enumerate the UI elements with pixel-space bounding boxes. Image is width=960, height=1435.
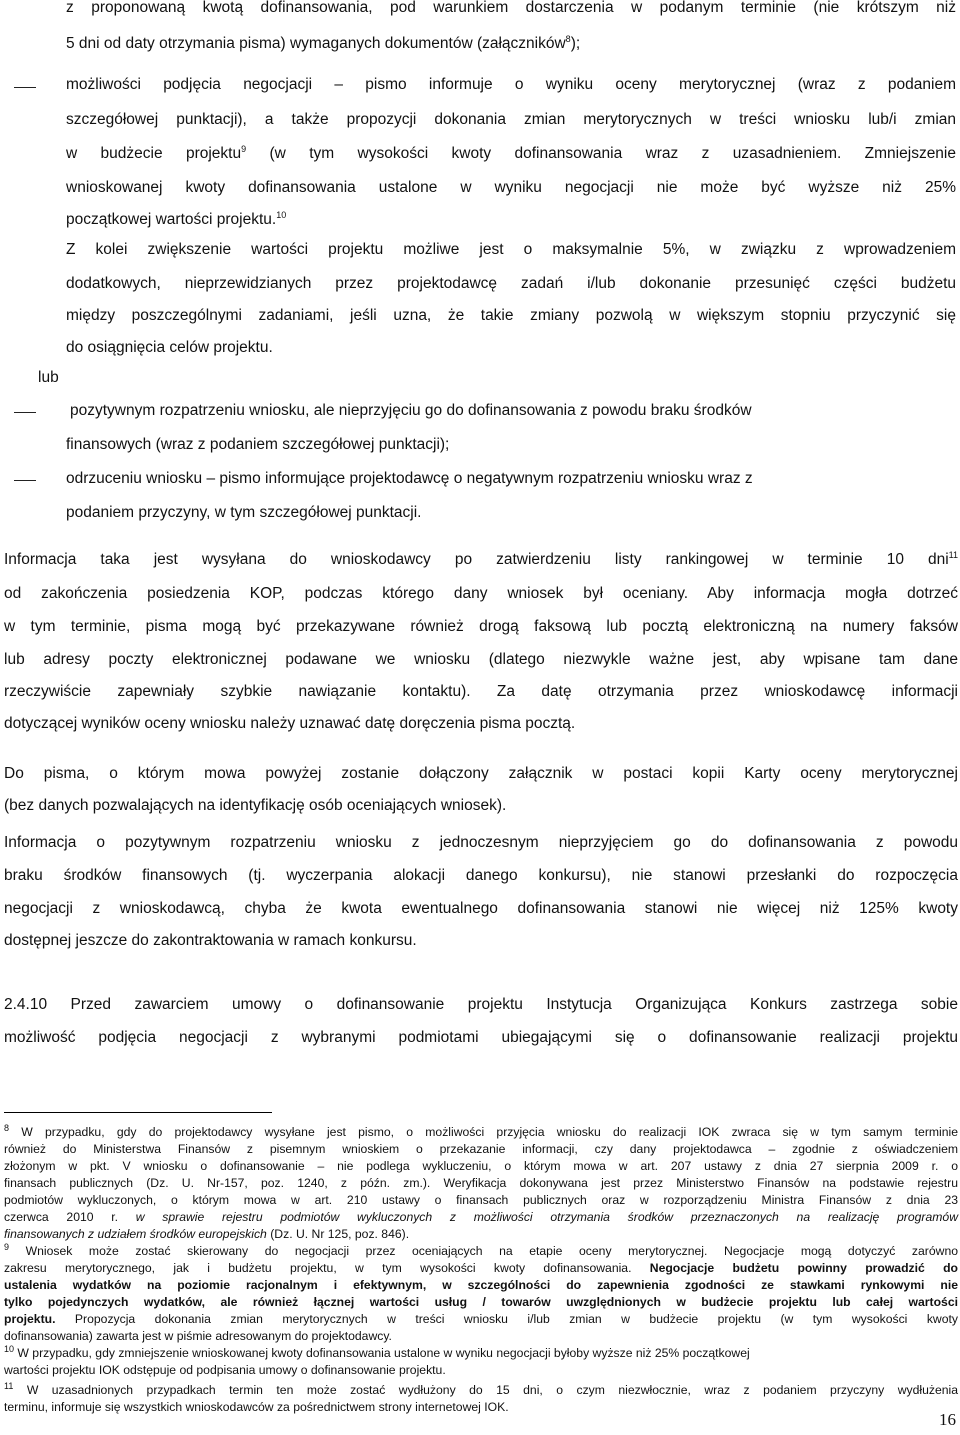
bold-text: tylko pojedynczych wydatków, ale również łącznej wartości usług / towarów uwzględnionych w budżecie projektu lub całej wartości bbox=[4, 1295, 958, 1309]
text: negocjacji z wnioskodawcą, chyba że kwota ewentualnego dofinansowania stanowi nie więcej niż 125% kwoty bbox=[4, 900, 958, 917]
text: czerwca 2010 r. bbox=[4, 1210, 119, 1224]
text: (w tym wysokości kwoty dofinansowania wraz z uzasadnieniem. Zmniejszenie bbox=[269, 145, 956, 162]
text: Informacja taka jest wysyłana do wnioskodawcy po zatwierdzeniu listy rankingowej w terminie 10 dni bbox=[4, 551, 949, 568]
bullet-b-line-6 bbox=[66, 240, 956, 260]
text: w tym terminie, pisma mogą być przekazywane również drogą faksową lub pocztą elektroniczną na numery faksów bbox=[4, 618, 958, 635]
footnote-8-line-5 bbox=[4, 1192, 958, 1209]
text: Propozycja dokonania zmian merytorycznych w treści wniosku i/lub zmian w budżecie projektu (w tym wysokości kwoty bbox=[74, 1312, 958, 1326]
para3-line-4 bbox=[4, 931, 417, 951]
text: zakresu merytorycznego, jak i budżetu projektu, w tym wysokości kwoty dofinansowania. bbox=[4, 1261, 632, 1275]
footnote-9-line-6 bbox=[4, 1328, 958, 1345]
text: początkowej wartości projektu. bbox=[66, 211, 277, 228]
text: odrzuceniu wniosku – pismo informujące projektodawcę o negatywnym rozpatrzeniu wniosku wraz z bbox=[66, 470, 753, 487]
bullet-a-line-1 bbox=[66, 0, 956, 18]
text: od zakończenia posiedzenia KOP, podczas którego dany wniosek był oceniany. Aby informacja mogła dotrzeć bbox=[4, 585, 958, 602]
para4-line-2 bbox=[4, 1028, 958, 1048]
para2-line-1 bbox=[4, 764, 958, 784]
lub-label: lub bbox=[38, 369, 59, 386]
footnote-10-line-1 bbox=[4, 1345, 958, 1362]
text: możliwość podjęcia negocjacji z wybranymi podmiotami ubiegającymi się o dofinansowanie realizacji projektu bbox=[4, 1029, 958, 1046]
text: 2.4.10 Przed zawarciem umowy o dofinansowanie projektu Instytucja Organizująca Konkurs zastrzega sobie bbox=[4, 996, 958, 1013]
para1-line-6 bbox=[4, 714, 575, 734]
footnote-9-line-3 bbox=[4, 1277, 958, 1294]
bullet-dash bbox=[14, 412, 36, 413]
text: terminu, informuje się wszystkich wnioskodawców za pośrednictwem strony internetowej IOK. bbox=[4, 1400, 509, 1414]
footnote-ref-11: 11 bbox=[948, 549, 958, 560]
bullet-c-line-2 bbox=[66, 435, 449, 455]
footnote-8-line-1 bbox=[4, 1124, 958, 1141]
text: podaniem przyczyny, w tym szczegółowej punktacji. bbox=[66, 504, 422, 521]
text: pozytywnym rozpatrzeniu wniosku, ale nieprzyjęciu go do dofinansowania z powodu braku środków bbox=[70, 402, 752, 419]
footnote-number: 10 bbox=[4, 1343, 15, 1354]
text: lub adresy poczty elektronicznej podawane we wniosku (dlatego niezwykle ważne jest, aby wpisane tam dane bbox=[4, 651, 958, 668]
bullet-d-line-2 bbox=[66, 503, 422, 523]
bold-text: ustalenia wydatków na poziomie racjonalnym i efektywnym, w szczególności do zapewnienia zgodności ze stawkami rynkowymi nie bbox=[4, 1278, 958, 1292]
text: W uzasadnionych przypadkach termin ten może zostać wydłużony do 15 dni, o czym niezwłocznie, wraz z podaniem przyczyny wydłużenia bbox=[26, 1383, 958, 1397]
regulation-title: w sprawie rejestru podmiotów wykluczonych z możliwości otrzymania środków przeznaczonych na realizację programów bbox=[135, 1210, 958, 1224]
footnote-11-line-2 bbox=[4, 1399, 958, 1416]
text: szczegółowej punktacji), a także propozycji dokonania zmian merytorycznych w treści wniosku lub/i zmian bbox=[66, 111, 956, 128]
footnote-11-line-1 bbox=[4, 1382, 958, 1399]
footnote-ref-8: 8 bbox=[565, 33, 571, 44]
bullet-b-line-3 bbox=[66, 144, 956, 164]
para1-line-1 bbox=[4, 550, 958, 570]
text: ); bbox=[570, 35, 581, 52]
text: Z kolei zwiększenie wartości projektu możliwe jest o maksymalnie 5%, w związku z wprowadzeniem bbox=[66, 241, 956, 258]
regulation-title: finansowanych z udziałem środków europejskich bbox=[4, 1227, 267, 1241]
text: braku środków finansowych (tj. wyczerpania alokacji danego konkursu), nie stanowi przesłanki do rozpoczęcia bbox=[4, 867, 958, 884]
footnote-9-line-5 bbox=[4, 1311, 958, 1328]
text: również do Ministerstwa Finansów z pisemnym wnioskiem o przekazanie informacji, czy dany projektodawca – zgodnie z oświadczeniem bbox=[4, 1142, 958, 1156]
text: (bez danych pozwalających na identyfikację osób oceniających wniosek). bbox=[4, 797, 507, 814]
footnote-separator bbox=[4, 1112, 272, 1113]
para2-line-2 bbox=[4, 796, 506, 816]
para1-line-2 bbox=[4, 584, 958, 604]
footnote-8-line-6 bbox=[4, 1209, 958, 1226]
bullet-c-line-1 bbox=[70, 401, 752, 421]
text: 5 dni od daty otrzymania pisma) wymaganych dokumentów (załączników bbox=[66, 35, 566, 52]
bullet-b-line-1 bbox=[66, 75, 956, 95]
text: dotyczącej wyników oceny wniosku należy uznawać datę doręczenia pisma pocztą. bbox=[4, 715, 576, 732]
footnote-8-line-7 bbox=[4, 1226, 958, 1243]
text: Informacja o pozytywnym rozpatrzeniu wniosku z jednoczesnym nieprzyjęciem go do dofinansowania z powodu bbox=[4, 834, 958, 851]
bold-text: Negocjacje budżetu powinny prowadzić do bbox=[649, 1261, 958, 1275]
bullet-dash bbox=[14, 87, 36, 88]
para3-line-1 bbox=[4, 833, 958, 853]
bullet-b-line-2 bbox=[66, 110, 956, 130]
text: W przypadku, gdy zmniejszenie wnioskowanej kwoty dofinansowania ustalone w wyniku negocjacji byłoby wyższe niż 25% początkowej bbox=[17, 1346, 750, 1360]
para3-line-3 bbox=[4, 899, 958, 919]
text: z proponowaną kwotą dofinansowania, pod warunkiem dostarczenia w podanym terminie (nie krótszym niż bbox=[66, 0, 956, 16]
bullet-a-line-2 bbox=[66, 34, 580, 54]
page-number: 16 bbox=[939, 1410, 956, 1429]
text: możliwości podjęcia negocjacji – pismo informuje o wyniku oceny merytorycznej (wraz z podaniem bbox=[66, 76, 956, 93]
text: złożonym w pkt. V wniosku o dofinansowanie – nie podlega wykluczeniu, o którym mowa w art. 207 ustawy z dnia 27 sierpnia 2009 r. o bbox=[4, 1159, 958, 1173]
text: podmiotów wykluczonych, o którym mowa w art. 210 ustawy o finansach publicznych oraz w rozporządzeniu Ministra Finansów z dnia 23 bbox=[4, 1193, 958, 1207]
text: w budżecie projektu bbox=[66, 145, 242, 162]
text: dostępnej jeszcze do zakontraktowania w ramach konkursu. bbox=[4, 932, 417, 949]
footnote-ref-9: 9 bbox=[241, 143, 247, 154]
footnote-10-line-2 bbox=[4, 1362, 958, 1379]
footnote-9-line-2 bbox=[4, 1260, 958, 1277]
footnote-8-line-3 bbox=[4, 1158, 958, 1175]
bullet-d-line-1 bbox=[66, 469, 753, 489]
text: finansowych (wraz z podaniem szczegółowej punktacji); bbox=[66, 436, 450, 453]
text: dofinansowania) zawarta jest w piśmie adresowanym do projektodawcy. bbox=[4, 1329, 392, 1343]
footnote-number: 9 bbox=[4, 1241, 10, 1252]
text: rzeczywiście zapewniały szybkie nawiązanie kontaktu). Za datę otrzymania przez wnioskodawcę informacji bbox=[4, 683, 958, 700]
footnote-8-line-2 bbox=[4, 1141, 958, 1158]
bold-text: projektu. bbox=[4, 1312, 56, 1326]
bullet-b-line-5 bbox=[66, 210, 286, 230]
footnote-number: 8 bbox=[4, 1122, 10, 1133]
para1-line-3 bbox=[4, 617, 958, 637]
para1-line-5 bbox=[4, 682, 958, 702]
para3-line-2 bbox=[4, 866, 958, 886]
text: między poszczególnymi zadaniami, jeśli uzna, że takie zmiany pozwolą w większym stopniu przyczynić się bbox=[66, 307, 956, 324]
bullet-b-line-7 bbox=[66, 274, 956, 294]
bullet-b-line-9 bbox=[66, 338, 273, 358]
footnote-number: 11 bbox=[4, 1380, 14, 1391]
text: W przypadku, gdy do projektodawcy wysyłane jest pismo, o możliwości przyjęcia wniosku do realizacji IOK zwraca się w tym samym terminie bbox=[21, 1125, 958, 1139]
text: wnioskowanej kwoty dofinansowania ustalone w wyniku negocjacji nie może być wyższe niż 25% bbox=[66, 179, 956, 196]
text: dodatkowych, nieprzewidzianych przez projektodawcę zadań i/lub dokonanie przesunięć części budżetu bbox=[66, 275, 956, 292]
text: wartości projektu IOK odstępuje od podpisania umowy o dofinansowanie projektu. bbox=[4, 1363, 446, 1377]
footnote-9-line-1 bbox=[4, 1243, 958, 1260]
para4-line-1 bbox=[4, 995, 958, 1015]
text: (Dz. U. Nr 125, poz. 846). bbox=[270, 1227, 410, 1241]
bullet-b-line-8 bbox=[66, 306, 956, 326]
para1-line-4 bbox=[4, 650, 958, 670]
footnote-ref-10: 10 bbox=[276, 209, 287, 220]
text: do osiągnięcia celów projektu. bbox=[66, 339, 273, 356]
text: Wniosek może zostać skierowany do negocjacji przez oceniających na etapie oceny merytorycznej. Negocjacje mogą dotyczyć zarówno bbox=[25, 1244, 958, 1258]
footnote-8-line-4 bbox=[4, 1175, 958, 1192]
bullet-b-line-4 bbox=[66, 178, 956, 198]
text: Do pisma, o którym mowa powyżej zostanie dołączony załącznik w postaci kopii Karty oceny merytorycznej bbox=[4, 765, 958, 782]
footnote-9-line-4 bbox=[4, 1294, 958, 1311]
text: finansach publicznych (Dz. U. Nr-157, poz. 1240, z późn. zm.). Weryfikacja dokonywana jest przez Ministerstwo Finansów na podstawie rejestru bbox=[4, 1176, 958, 1190]
bullet-dash bbox=[14, 480, 36, 481]
